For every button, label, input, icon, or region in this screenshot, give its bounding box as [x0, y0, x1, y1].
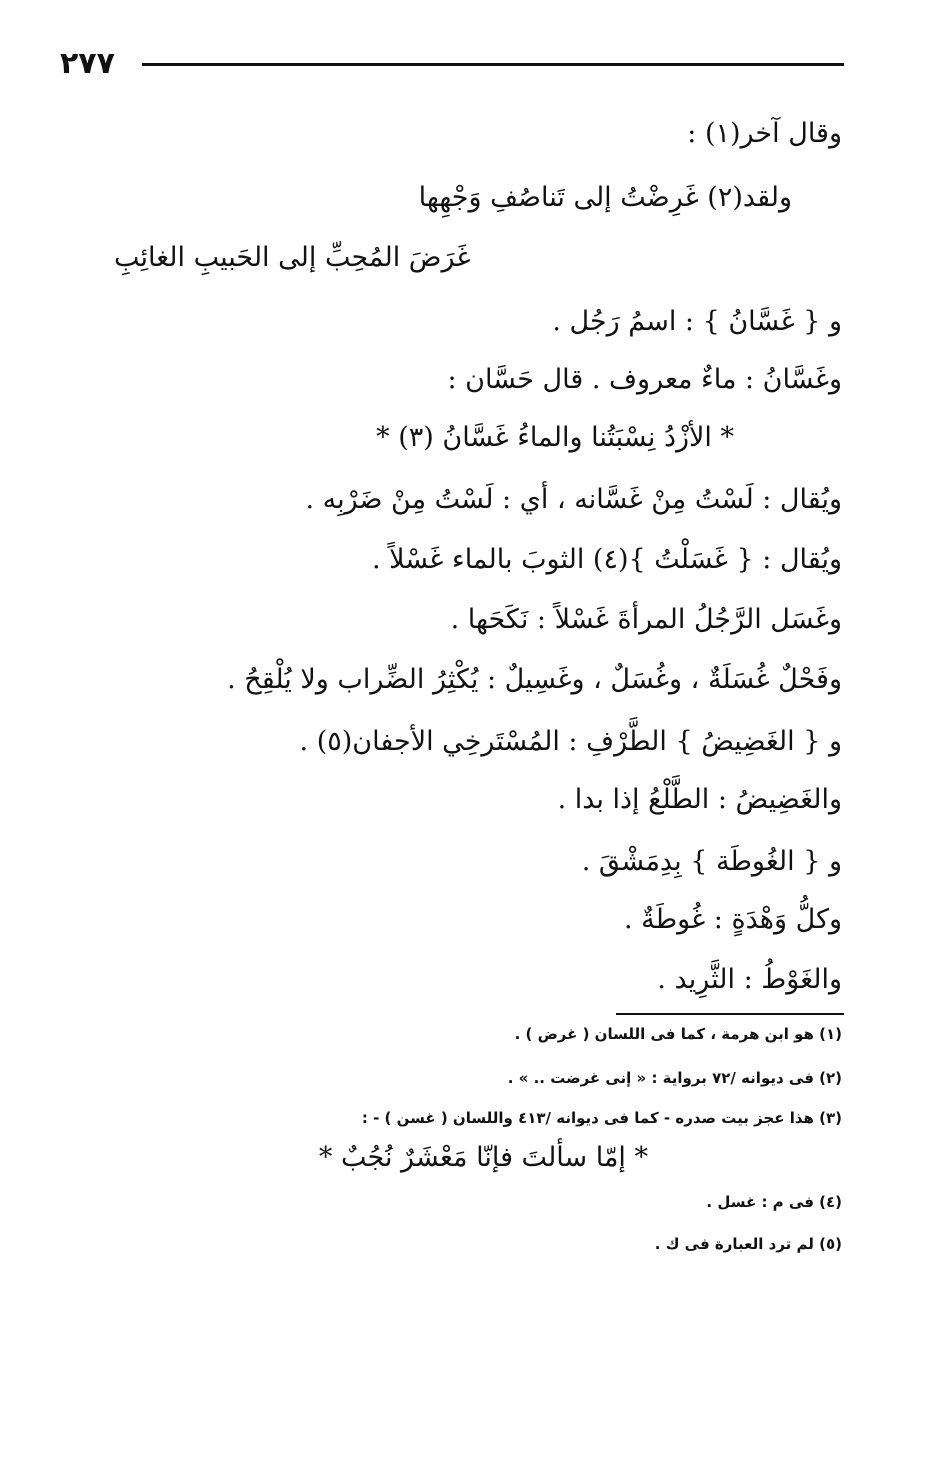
text-line: والغَوْطُ : الثَّرِيد .: [657, 964, 842, 995]
footnote-1: (١) هو ابن هرمة ، كما فى اللسان ( غرض ) .: [514, 1025, 842, 1043]
footnote-2: (٢) فى ديوانه /٧٢ برواية : « إنى غرضت .. » .: [507, 1069, 842, 1087]
page-number: ٢٧٧: [60, 46, 115, 81]
text-line: والغَضِيضُ : الطَّلْعُ إذا بدا .: [557, 784, 842, 815]
entry-ghasaltu: ويُقال : { غَسَلْتُ }(٤) الثوبَ بالماء غَسْلاً .: [371, 544, 842, 575]
verse-second-hemistich: غَرَضَ المُحِبِّ إلى الحَبيبِ الغائِبِ: [114, 242, 471, 273]
footnote-verse: * إمّا سألتَ فإنّا مَعْشَرٌ نُجُبٌ *: [318, 1142, 648, 1173]
entry-ghassan: و { غَسَّانُ } : اسمُ رَجُل .: [552, 306, 842, 337]
entry-al-ghadid: و { الغَضِيضُ } الطَّرْفِ : المُسْتَرخِي الأجفان(٥) .: [299, 726, 842, 757]
footnote-rule: [616, 1013, 844, 1015]
text-line: ويُقال : لَسْتُ مِنْ غَسَّانه ، أي : لَسْتُ مِنْ ضَرْبِه .: [305, 484, 842, 515]
header-rule: [142, 63, 844, 66]
text-line: وقال آخر(١) :: [687, 118, 842, 149]
footnote-4: (٤) فى م : غسل .: [706, 1193, 842, 1211]
text-line: وفَحْلٌ غُسَلَةٌ ، وغُسَلٌ ، وغَسِيلٌ : يُكْثِرُ الضِّراب ولا يُلْقِحُ .: [227, 664, 842, 695]
text-line: وغَسَّانُ : ماءٌ معروف . قال حَسَّان :: [447, 364, 842, 395]
footnote-3: (٣) هذا عجز بيت صدره - كما فى ديوانه /٤١٣ واللسان ( غسن ) - :: [361, 1109, 842, 1127]
quoted-verse: * الأزْدُ نِسْبَتُنا والماءُ غَسَّانُ (٣) *: [376, 422, 734, 453]
verse-first-hemistich: ولقد(٢) غَرِضْتُ إلى تَناصُفِ وَجْهِها: [418, 182, 792, 213]
text-line: وغَسَل الرَّجُلُ المرأةَ غَسْلاً : نَكَحَها .: [450, 604, 842, 635]
entry-al-ghuta: و { الغُوطَة } بِدِمَشْقَ .: [581, 846, 842, 877]
text-line: وكلُّ وَهْدَةٍ : غُوطَةٌ .: [624, 904, 842, 935]
footnote-5: (٥) لم ترد العبارة فى ك .: [654, 1235, 842, 1253]
